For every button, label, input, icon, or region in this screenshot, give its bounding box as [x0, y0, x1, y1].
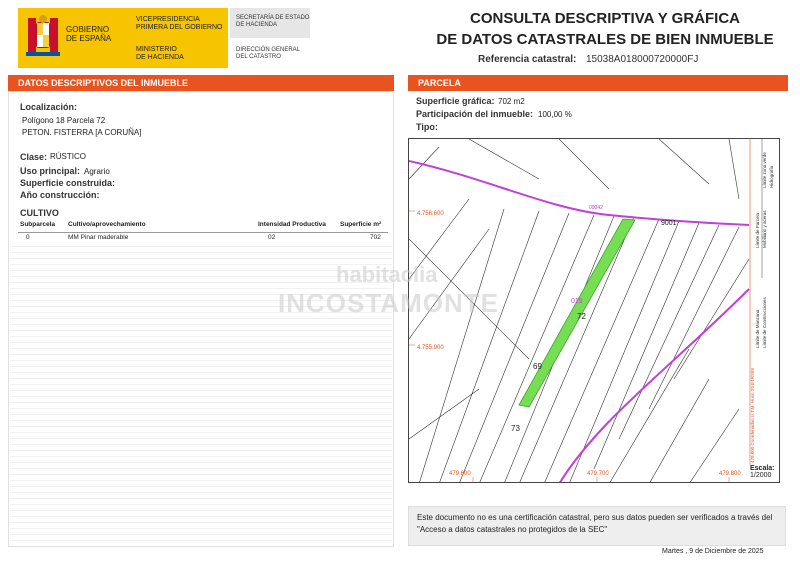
uso-label: Uso principal: — [20, 166, 81, 176]
anio-construccion-label: Año construcción: — [20, 190, 100, 200]
road-label: 09042 — [589, 205, 603, 211]
tipo-label: Tipo: — [416, 122, 438, 132]
clase-label: Clase: — [20, 152, 48, 162]
superficie-construida-label: Superficie construida: — [20, 178, 116, 188]
localizacion-line-2: PETON. FISTERRA [A CORUÑA] — [22, 128, 142, 137]
legend-item-parcela: Límite de Parcela — [755, 212, 760, 248]
localizacion-label: Localización: — [20, 102, 78, 112]
map-legend — [744, 138, 780, 465]
watermark-habitaclia: habitaclia — [336, 262, 438, 287]
parcel-label-73: 73 — [511, 424, 520, 433]
legend-coord-note: 479.800 Coordenadas U.T.M. Huso 29 ETRS89 — [750, 367, 755, 463]
certification-notice: Este documento no es una certificación catastral, pero sus datos pueden ser verificados a través del "Acceso a datos catastrales no protegidos de la SEC" — [408, 506, 786, 546]
road-top — [409, 161, 749, 225]
coord-y1: 4.756.600 — [417, 211, 444, 217]
parcela-bar: PARCELA — [408, 75, 788, 91]
cell-superficie: 702 — [370, 234, 381, 241]
document-date: Martes , 9 de Diciembre de 2025 — [662, 548, 764, 555]
page-title — [420, 8, 790, 50]
participacion-label: Participación del inmueble: — [416, 109, 534, 119]
ref-label: Referencia catastral: — [478, 54, 577, 65]
cell-cultivo: MM Pinar maderable — [68, 234, 129, 241]
descriptive-data-bar: DATOS DESCRIPTIVOS DEL INMUEBLE — [8, 75, 394, 91]
parcel-label-69: 69 — [533, 362, 542, 371]
legend-item-manzana: Límite de Manzana — [755, 309, 760, 348]
col-intensidad: Intensidad Productiva — [258, 221, 326, 228]
legend-item-zona-verde: Límite zona verde — [762, 152, 767, 188]
col-superficie: Superficie m² — [340, 221, 382, 228]
scale-box — [750, 465, 784, 479]
coat-of-arms-icon — [24, 14, 62, 60]
superficie-grafica-value: 702 m2 — [498, 97, 525, 106]
title-line-1: CONSULTA DESCRIPTIVA Y GRÁFICA — [469, 10, 740, 27]
parcel-label-72: 72 — [577, 312, 586, 321]
title-line-2: DE DATOS CATASTRALES DE BIEN INMUEBLE — [436, 31, 774, 48]
cultivo-table-header — [18, 220, 388, 233]
clase-value: RÚSTICO — [50, 152, 86, 161]
scale-value: 1/2000 — [750, 472, 772, 479]
coord-x1: 479.600 — [449, 471, 471, 477]
legend-item-mobiliario: Mobiliario y aceras — [762, 210, 767, 248]
road-diagonal — [559, 289, 749, 483]
ministerio-label: MINISTERIO DE HACIENDA — [136, 46, 184, 61]
scale-label: Escala: — [750, 465, 775, 472]
gobierno-label: GOBIERNO DE ESPAÑA — [66, 25, 112, 43]
coord-x3: 479.800 — [719, 471, 741, 477]
cell-subparcela: 0 — [26, 234, 30, 241]
legend-item-hidrografia: Hidrografía — [769, 165, 774, 188]
participacion-value: 100,00 % — [538, 110, 572, 119]
parcel-label-019: 019 — [571, 298, 583, 305]
coordinate-ticks — [409, 211, 729, 483]
uso-value: Agrario — [84, 167, 110, 176]
col-subparcela: Subparcela — [20, 221, 56, 228]
col-cultivo: Cultivo/aprovechamiento — [68, 221, 146, 228]
legend-item-construcciones: Límite de Construcciones — [762, 297, 767, 348]
localizacion-line-1: Polígono 18 Parcela 72 — [22, 116, 106, 125]
direccion-label: DIRECCIÓN GENERAL DEL CATASTRO — [236, 47, 301, 60]
parcel-label-9001: 9001 — [661, 220, 677, 227]
secretaria-label: SECRETARÍA DE ESTADO DE HACIENDA — [236, 15, 310, 28]
watermark-incostamonte: INCOSTAMONTE — [278, 288, 499, 318]
cultivo-title: CULTIVO — [20, 208, 59, 218]
cell-intensidad: 02 — [268, 234, 276, 241]
ref-value: 15038A018000720000FJ — [586, 54, 699, 65]
table-row — [18, 234, 388, 244]
vicepresidencia-label: VICEPRESIDENCIA PRIMERA DEL GOBIERNO — [136, 16, 223, 31]
coord-y2: 4.755.900 — [417, 345, 444, 351]
coord-x2: 479.700 — [587, 471, 609, 477]
superficie-grafica-label: Superficie gráfica: — [416, 96, 495, 106]
